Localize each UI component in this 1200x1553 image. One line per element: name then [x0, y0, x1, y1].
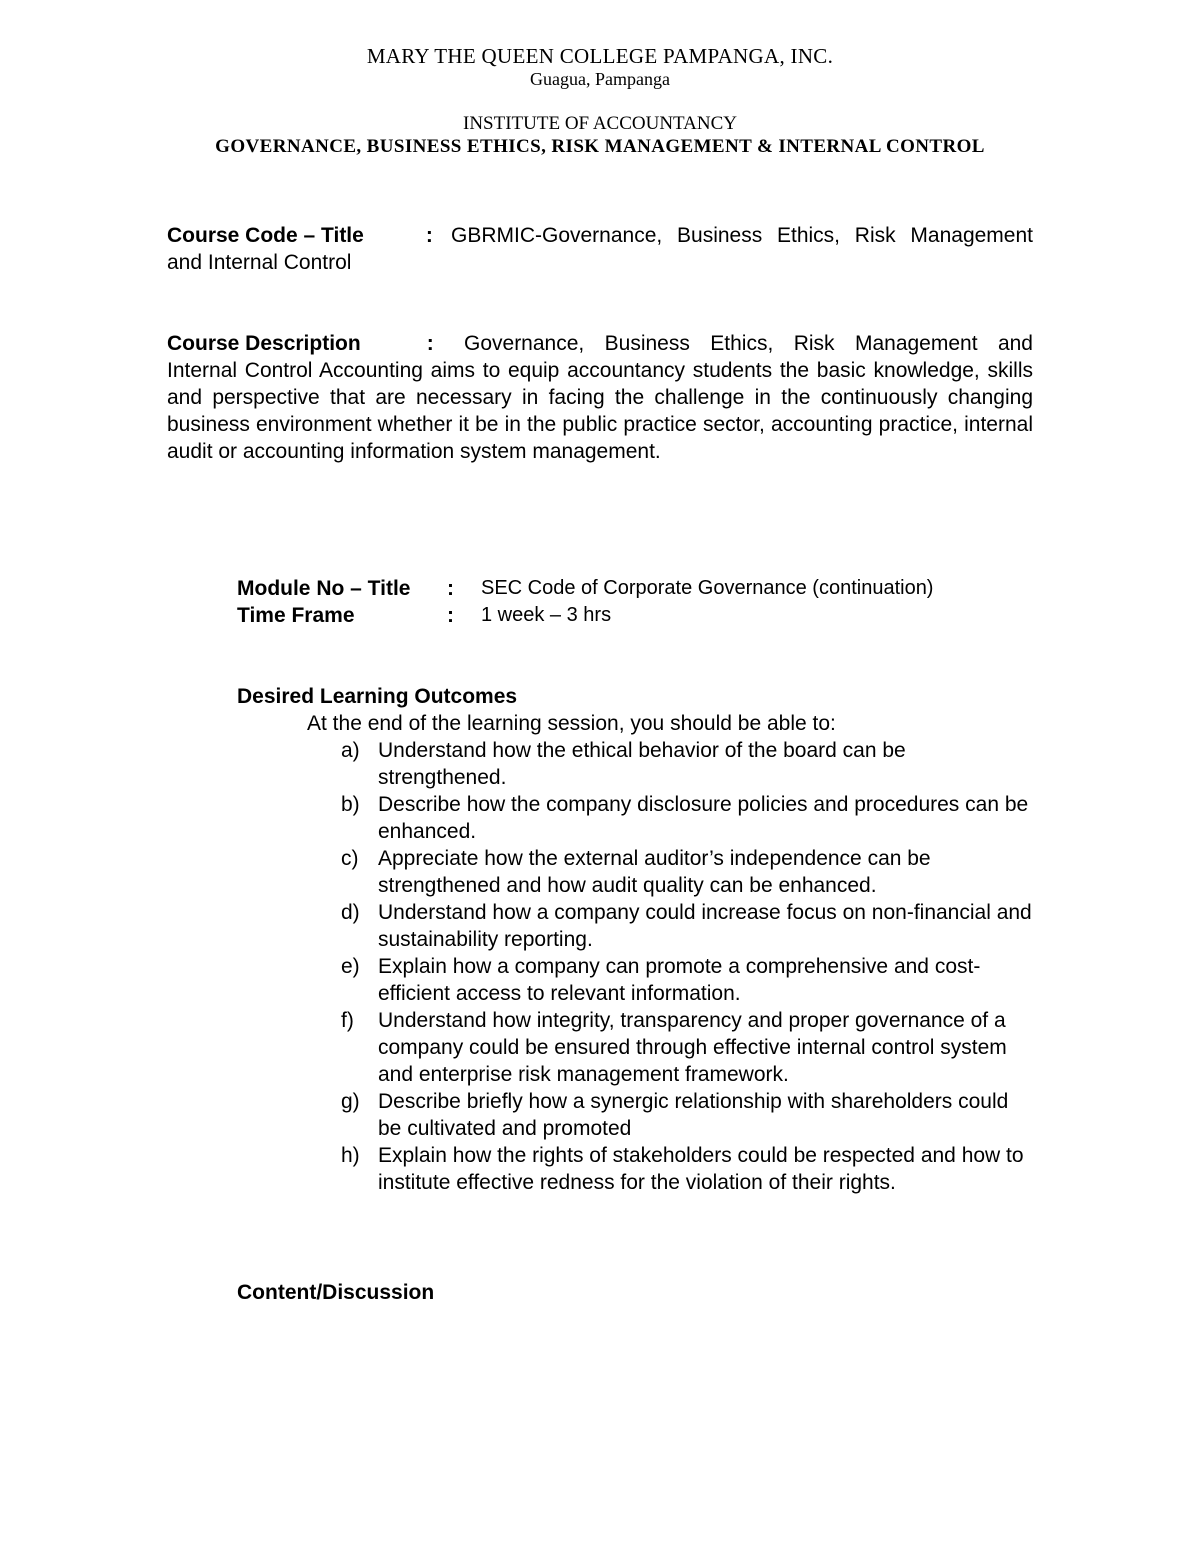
list-item-letter: e) [341, 955, 360, 978]
time-frame-colon: : [447, 604, 454, 627]
list-item-letter: b) [341, 793, 360, 816]
list-item [341, 899, 1037, 953]
list-item-letter: d) [341, 901, 360, 924]
course-description-label: Course Description [167, 332, 361, 355]
list-item-letter: f) [341, 1009, 354, 1032]
course-description-label-group [167, 330, 464, 357]
list-item-text: Understand how a company could increase focus on non-financial and sustainability reporting. [378, 901, 1032, 951]
list-item-text: Appreciate how the external auditor’s independence can be strengthened and how audit quality can be enhanced. [378, 847, 931, 897]
learning-outcomes-section [237, 683, 1037, 1196]
list-item [341, 845, 1037, 899]
list-item [341, 1088, 1037, 1142]
course-code-colon: : [425, 224, 433, 247]
college-location: Guagua, Pampanga [530, 69, 670, 89]
list-item-letter: c) [341, 847, 359, 870]
list-item-text: Understand how integrity, transparency and proper governance of a company could be ensured through effective internal control system and enterprise risk management framework. [378, 1009, 1007, 1086]
list-item-text: Explain how the rights of stakeholders could be respected and how to institute effective redness for the violation of their rights. [378, 1144, 1024, 1194]
module-info [237, 575, 933, 629]
list-item-text: Describe how the company disclosure policies and procedures can be enhanced. [378, 793, 1029, 843]
learning-outcomes-list [237, 737, 1037, 1196]
learning-outcomes-intro: At the end of the learning session, you should be able to: [307, 712, 836, 735]
module-title-colon: : [447, 577, 454, 600]
content-discussion-title: Content/Discussion [237, 1281, 435, 1304]
list-item [341, 791, 1037, 845]
list-item-text: Understand how the ethical behavior of the board can be strengthened. [378, 739, 906, 789]
list-item-letter: g) [341, 1090, 360, 1113]
list-item [341, 737, 1037, 791]
list-item [341, 953, 1037, 1007]
module-title-row [237, 575, 933, 602]
course-code-value: GBRMIC-Governance, Business Ethics, Risk Management and Internal Control [167, 224, 1033, 274]
course-code-label-group [167, 222, 451, 249]
time-frame-value: 1 week – 3 hrs [481, 604, 612, 626]
college-name: MARY THE QUEEN COLLEGE PAMPANGA, INC. [366, 44, 834, 68]
time-frame-label: Time Frame [237, 604, 355, 627]
list-item-letter: h) [341, 1144, 360, 1167]
time-frame-row [237, 602, 933, 629]
module-title-label: Module No – Title [237, 577, 411, 600]
list-item-letter: a) [341, 739, 360, 762]
course-description-value: Governance, Business Ethics, Risk Management and Internal Control Accounting aims to equip accountancy students the basic knowledge, skills and perspective that are necessary in facing the challenge in the continuously changing business environment whether it be in the public practice sector, accounting practice, internal audit or accounting information system management. [167, 332, 1033, 463]
subject-title: GOVERNANCE, BUSINESS ETHICS, RISK MANAGEMENT & INTERNAL CONTROL [215, 136, 985, 157]
list-item-text: Describe briefly how a synergic relationship with shareholders could be cultivated and promoted [378, 1090, 1009, 1140]
list-item [341, 1142, 1037, 1196]
course-code-section [167, 222, 1033, 276]
learning-outcomes-title: Desired Learning Outcomes [237, 685, 518, 708]
course-description-colon: : [426, 332, 434, 355]
list-item [341, 1007, 1037, 1088]
course-code-label: Course Code – Title [167, 224, 364, 247]
list-item-text: Explain how a company can promote a comprehensive and cost-efficient access to relevant information. [378, 955, 981, 1005]
course-description-section [167, 330, 1033, 465]
module-title-value: SEC Code of Corporate Governance (continuation) [481, 577, 934, 599]
institute-name: INSTITUTE OF ACCOUNTANCY [463, 113, 737, 134]
